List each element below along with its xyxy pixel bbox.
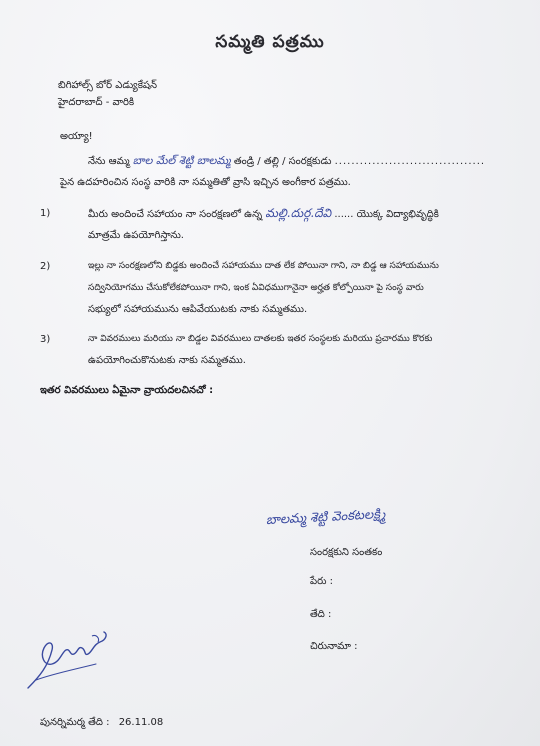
clause-2-number: 2) bbox=[40, 261, 51, 272]
recipient-line-1: బిగిహాల్స్ బోర్ ఎడ్యుకేషన్ bbox=[58, 80, 158, 91]
renewal-date-label: పునర్నిమర్మ తేది : bbox=[40, 717, 110, 728]
clause-1-line-2: మాత్రమే ఉపయోగిస్తాను. bbox=[88, 230, 184, 241]
handwritten-parent-name: బాల మేల్ శెట్టి బాలమ్మ bbox=[132, 154, 231, 167]
clause-1-number: 1) bbox=[40, 208, 51, 219]
clause-1-before: మీరు అందించే సహాయం నా సంరక్షణలో ఉన్న bbox=[88, 209, 263, 220]
clause-3-line-1: నా వివరములు మరియు నా బిడ్డల వివరములు దాతలకు ఇతర సంస్థలకు మరియు ప్రచారము కొరకు bbox=[88, 334, 433, 344]
handwritten-guardian-signature: బాలమ్మ శెట్టి వెంకటలక్ష్మి bbox=[265, 506, 386, 529]
intro-dots: .................................... bbox=[334, 156, 486, 167]
clause-1-after: ...... యొక్క విద్యాభివృద్ధికి bbox=[334, 209, 439, 220]
clause-1-line-1 bbox=[88, 206, 439, 222]
clause-3-line-2: ఉపయోగించుకొనుటకు నాకు సమ్మతము. bbox=[88, 355, 246, 366]
intro-line-2: పైన ఉదహరించిన సంస్థ వారికి నా సమ్మతితో వ్రాసి ఇచ్చిన అంగీకార పత్రము. bbox=[60, 177, 351, 188]
guardian-date-label: తేది : bbox=[310, 609, 332, 620]
recipient-line-2: హైదరాబాద్ - వారికి bbox=[58, 97, 135, 108]
guardian-name-label: పేరు : bbox=[310, 576, 334, 587]
intro-prefix: నేను ఆమ్మ bbox=[88, 156, 130, 167]
intro-role: తండ్రి / తల్లి / సంరక్షకుడు bbox=[233, 156, 332, 167]
salutation: అయ్యా! bbox=[60, 131, 93, 142]
other-details-label: ఇతర వివరములు ఏమైనా వ్రాయదలచినచో : bbox=[40, 385, 214, 396]
intro-line-1 bbox=[88, 154, 485, 169]
guardian-signature-label: సంరక్షకుని సంతకం bbox=[310, 547, 383, 558]
handwritten-child-name: మల్లి.దుర్గ.దేవి bbox=[265, 206, 332, 220]
clause-2-line-2: సద్వినియోగము చేసుకోలేకపోయినా గాని, ఇంక ఏవిధముగానైనా అర్హత కోల్పోయినా పై సంస్థ వారు bbox=[88, 283, 424, 293]
renewal-date-value: 26.11.08 bbox=[118, 717, 164, 728]
page-title: సమ్మతి పత్రము bbox=[215, 32, 325, 52]
clause-2-line-1: ఇల్లు నా సంరక్షణలోని బిడ్డకు అందించే సహాయము దాత లేక పోయినా గాని, నా బిడ్డ ఆ సహాయమును bbox=[88, 261, 439, 271]
guardian-address-label: చిరునామా : bbox=[310, 641, 358, 652]
clause-2-line-3: సభ్యులో సహాయమును ఆపివేయుటకు నాకు సమ్మతము. bbox=[88, 304, 308, 315]
clause-3-number: 3) bbox=[40, 334, 51, 345]
renewal-date-row bbox=[40, 716, 163, 730]
official-signature-image bbox=[22, 622, 122, 694]
